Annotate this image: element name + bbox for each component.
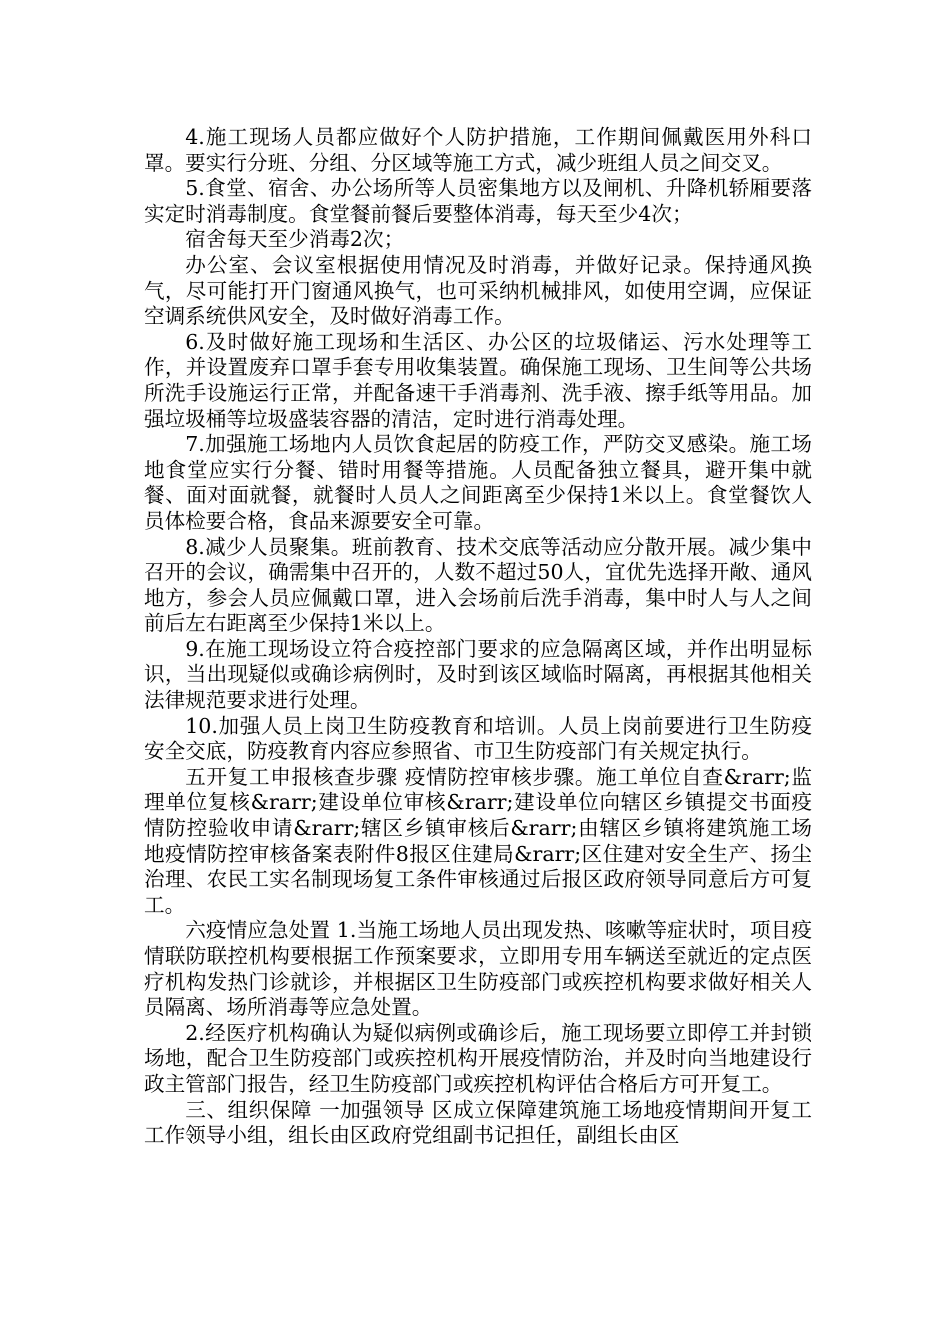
- paragraph-dormitory-disinfection: 宿舍每天至少消毒2次；: [185, 227, 405, 252]
- document-body: [144, 125, 812, 1149]
- paragraph-item-4: 4.施工现场人员都应做好个人防护措施，工作期间佩戴医用外科口罩。要实行分班、分组、分区域等施工方式，减少班组人员之间交叉。: [144, 125, 812, 175]
- paragraph-item-7: 7.加强施工场地内人员饮食起居的防疫工作，严防交叉感染。施工场地食堂应实行分餐、错时用餐等措施。人员配备独立餐具，避开集中就餐、面对面就餐，就餐时人员人之间距离至少保持1米以上。食堂餐饮人员体检要合格，食品来源要安全可靠。: [144, 432, 812, 533]
- paragraph-item-8: 8.减少人员聚集。班前教育、技术交底等活动应分散开展。减少集中召开的会议，确需集中召开的，人数不超过50人，宜优先选择开敞、通风地方，参会人员应佩戴口罩，进入会场前后洗手消毒，集中时人与人之间前后左右距离至少保持1米以上。: [144, 534, 812, 636]
- paragraph-section-three: 三、组织保障 一加强领导 区成立保障建筑施工场地疫情期间开复工工作领导小组，组长由区政府党组副书记担任，副组长由区: [144, 1097, 812, 1148]
- paragraph-section-six-item-2: 2.经医疗机构确认为疑似病例或确诊后，施工现场要立即停工并封锁场地，配合卫生防疫部门或疾控机构开展疫情防治，并及时向当地建设行政主管部门报告，经卫生防疫部门或疾控机构评估合格后方可开复工。: [144, 1020, 812, 1096]
- paragraph-item-5: 5.食堂、宿舍、办公场所等人员密集地方以及闸机、升降机轿厢要落实定时消毒制度。食堂餐前餐后要整体消毒，每天至少4次；: [144, 176, 812, 226]
- paragraph-office-disinfection: 办公室、会议室根据使用情况及时消毒，并做好记录。保持通风换气，尽可能打开门窗通风换气，也可采纳机械排风，如使用空调，应保证空调系统供风安全，及时做好消毒工作。: [144, 252, 812, 329]
- paragraph-item-10: 10.加强人员上岗卫生防疫教育和培训。人员上岗前要进行卫生防疫安全交底，防疫教育内容应参照省、市卫生防疫部门有关规定执行。: [144, 713, 812, 764]
- paragraph-section-six: 六疫情应急处置 1.当施工场地人员出现发热、咳嗽等症状时，项目疫情联防联控机构要根据工作预案要求，立即用专用车辆送至就近的定点医疗机构发热门诊就诊，并根据区卫生防疫部门或疾控机构要求做好相关人员隔离、场所消毒等应急处置。: [144, 918, 812, 1020]
- paragraph-item-9: 9.在施工现场设立符合疫控部门要求的应急隔离区域，并作出明显标识，当出现疑似或确诊病例时，及时到该区域临时隔离，再根据其他相关法律规范要求进行处理。: [144, 636, 812, 713]
- paragraph-section-five: 五开复工申报核查步骤 疫情防控审核步骤。施工单位自查&rarr;监理单位复核&rarr;建设单位审核&rarr;建设单位向辖区乡镇提交书面疫情防控验收申请&rarr;辖区乡镇审核后&rarr;由辖区乡镇将建筑施工场地疫情防控审核备案表附件8报区住建局&rarr;区住建对安全生产、扬尘治理、农民工实名制现场复工条件审核通过后报区政府领导同意后方可复工。: [144, 764, 812, 917]
- paragraph-item-6: 6.及时做好施工现场和生活区、办公区的垃圾储运、污水处理等工作，并设置废弃口罩手套专用收集装置。确保施工现场、卫生间等公共场所洗手设施运行正常，并配备速干手消毒剂、洗手液、擦手纸等用品。加强垃圾桶等垃圾盛装容器的清洁，定时进行消毒处理。: [144, 329, 812, 431]
